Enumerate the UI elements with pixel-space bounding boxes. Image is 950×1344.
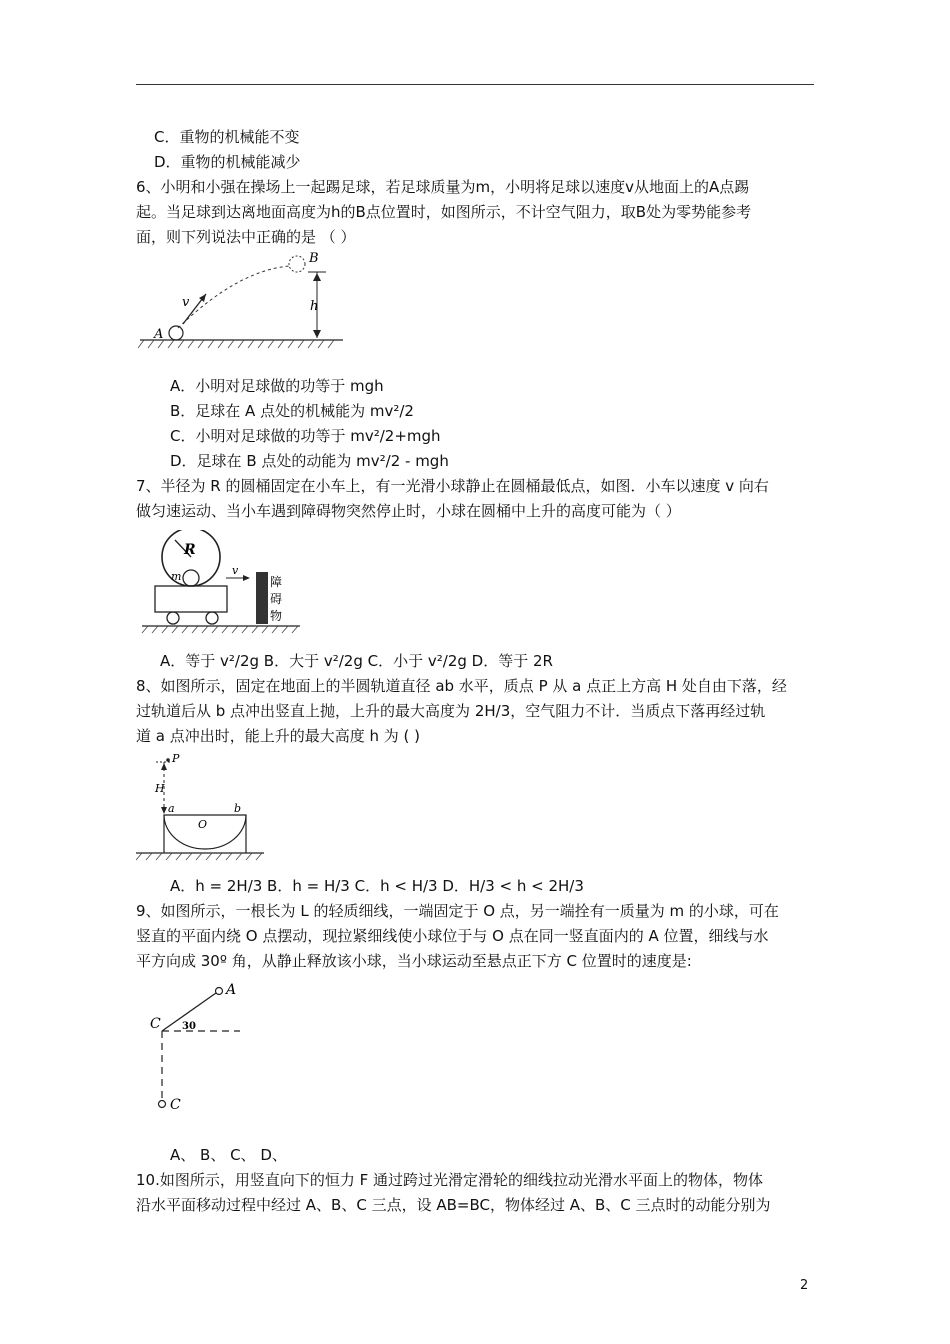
label-h: h <box>310 299 319 314</box>
label-r: R <box>184 542 196 558</box>
q7-options: A．等于 v²/2g B．大于 v²/2g C．小于 v²/2g D．等于 2R <box>160 652 553 670</box>
q6-text-line-3: 面，则下列说法中正确的是 （ ） <box>136 228 356 246</box>
q8-text-line-2: 过轨道后从 b 点冲出竖直上抛，上升的最大高度为 2H/3，空气阻力不计．当质点下落再经过轨 <box>136 702 766 720</box>
page-number: 2 <box>800 1278 809 1293</box>
q7-figure <box>140 530 305 635</box>
q9-text-line-1: 9、如图所示，一根长为 L 的轻质细线，一端固定于 O 点，另一端拴有一质量为 m 的小球，可在 <box>136 902 779 920</box>
label-b: B <box>309 251 319 266</box>
q6-option-a: A．小明对足球做的功等于 mgh <box>170 377 384 395</box>
label-h: H <box>155 782 165 795</box>
q7-text-line-2: 做匀速运动、当小车遇到障碍物突然停止时，小球在圆桶中上升的高度可能为（ ） <box>136 502 681 520</box>
q9-figure <box>148 978 258 1113</box>
q5-option-d: D．重物的机械能减少 <box>154 153 301 171</box>
label-a: A <box>154 327 164 342</box>
q8-text-line-3: 道 a 点冲出时，能上升的最大高度 h 为 ( ) <box>136 727 421 745</box>
q5-option-c: C．重物的机械能不变 <box>154 128 300 146</box>
header-rule <box>136 84 814 85</box>
obstacle-char-3: 物 <box>270 609 283 623</box>
label-c-bottom: C <box>170 1097 181 1113</box>
q10-text-line-1: 10.如图所示，用竖直向下的恒力 F 通过跨过光滑定滑轮的细线拉动光滑水平面上的物体，物体 <box>136 1171 764 1189</box>
q8-figure <box>136 752 266 867</box>
label-a: A <box>226 982 237 998</box>
q6-option-b: B．足球在 A 点处的机械能为 mv²/2 <box>170 402 414 420</box>
obstacle-char-1: 障 <box>270 575 283 589</box>
q7-text-line-1: 7、半径为 R 的圆桶固定在小车上，有一光滑小球静止在圆桶最低点，如图．小车以速度 v 向右 <box>136 477 769 495</box>
q6-option-c: C．小明对足球做的功等于 mv²/2+mgh <box>170 427 441 445</box>
label-c-top: C <box>150 1016 161 1032</box>
q6-text-line-1: 6、小明和小强在操场上一起踢足球，若足球质量为m，小明将足球以速度v从地面上的A点踢 <box>136 178 750 196</box>
q9-text-line-2: 竖直的平面内绕 O 点摆动，现拉紧细线使小球位于与 O 点在同一竖直面内的 A 位置，细线与水 <box>136 927 769 945</box>
label-v: v <box>232 564 239 577</box>
q6-text-line-2: 起。当足球到达离地面高度为h的B点位置时，如图所示，不计空气阻力，取B处为零势能参考 <box>136 203 752 221</box>
q9-text-line-3: 平方向成 30º 角，从静止释放该小球，当小球运动至悬点正下方 C 位置时的速度是: <box>136 952 692 970</box>
label-a: a <box>168 802 175 815</box>
label-v: v <box>182 295 190 310</box>
q9-options: A、 B、 C、 D、 <box>170 1146 287 1164</box>
obstacle-char-2: 碍 <box>270 592 283 606</box>
label-p: P <box>172 752 180 765</box>
q8-options: A．h = 2H/3 B．h = H/3 C．h < H/3 D．H/3 < h < 2H/3 <box>170 877 584 895</box>
q6-option-d: D．足球在 B 点处的动能为 mv²/2 - mgh <box>170 452 449 470</box>
label-o: O <box>198 818 208 831</box>
q8-text-line-1: 8、如图所示，固定在地面上的半圆轨道直径 ab 水平，质点 P 从 a 点正上方高 H 处自由下落，经 <box>136 677 787 695</box>
q6-figure <box>138 248 348 354</box>
label-m: m <box>171 570 182 583</box>
label-b: b <box>234 802 242 815</box>
q10-text-line-2: 沿水平面移动过程中经过 A、B、C 三点，设 AB=BC，物体经过 A、B、C 三点时的动能分别为 <box>136 1196 771 1214</box>
label-angle: 30 <box>182 1021 196 1032</box>
